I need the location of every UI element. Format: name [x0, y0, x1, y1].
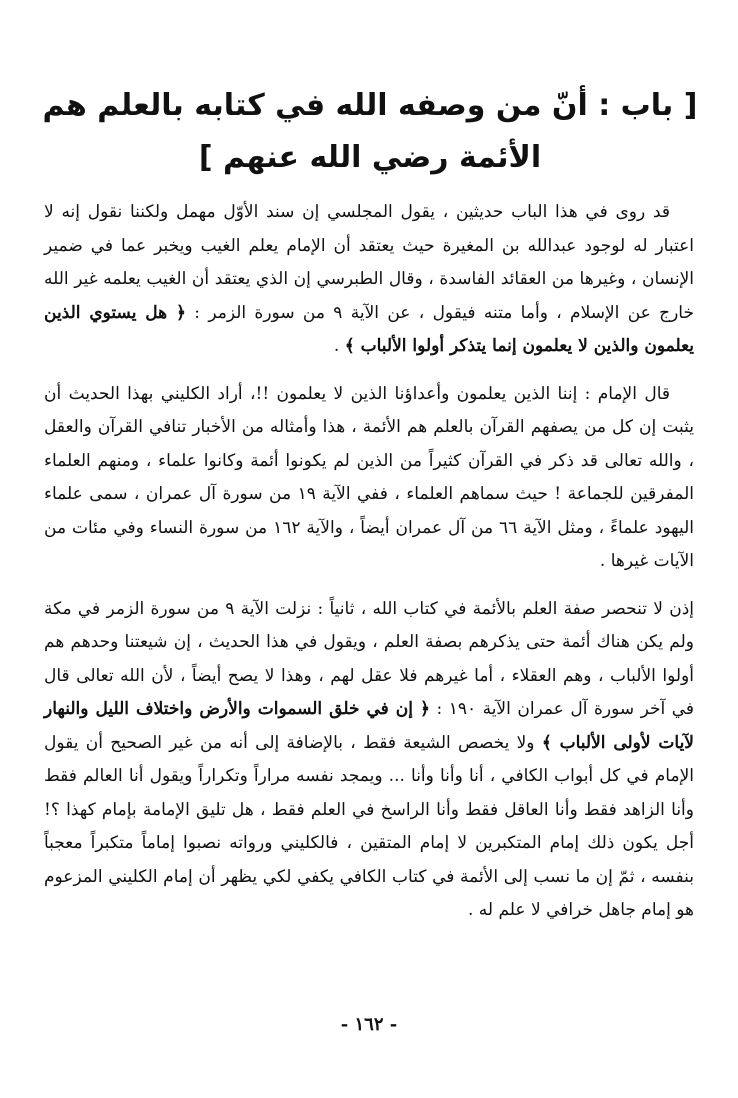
paragraph-3-text-a: إذن لا تنحصر صفة العلم بالأئمة في كتاب الله ، ثانياً : نزلت الآية ٩ من سورة الزمر في مكة ولم يكن هناك أئمة حتى يذكرهم بصفة العلم ، ويقول في هذا الحديث ، إن شيعتنا وحدهم هم أولوا الألباب ، وهم العقلاء ، أما غيرهم فلا عقل لهم ، وهذا لا يصح أيضاً ، لأن الله تعالى قال في آخر سورة آل عمران الآية ١٩٠ :: [44, 598, 694, 719]
body-text: [44, 196, 694, 942]
paragraph-2: [44, 378, 694, 579]
chapter-heading-line-1: [ باب : أنّ من وصفه الله في كتابه بالعلم هم: [42, 88, 698, 123]
paragraph-1-end: .: [333, 336, 345, 356]
quran-open-bracket: ﴿: [175, 302, 186, 323]
quran-close-bracket: ﴾: [344, 336, 355, 356]
chapter-heading-line-2: الأئمة رضي الله عنهم ]: [198, 140, 542, 175]
quran-verse-al-imran-190: إن في خلق السموات والأرض واختلاف الليل والنهار لآيات لأولى الألباب: [44, 699, 694, 753]
paragraph-3: [44, 593, 694, 928]
paragraph-2-text: قال الإمام : إننا الذين يعلمون وأعداؤنا الذين لا يعلمون !!، أراد الكليني بهذا الحديث أن يثبت إن كل من يصفهم القرآن بالعلم هم الأئمة ، هذا وأمثاله من الأخبار تنافي القرآن والعقل ، والله تعالى قد ذكر في القرآن كثيراً من الذين لم يكونوا أئمة وكانوا علماء ، ومنهم العلماء المفرقين للجماعة ! حيث سماهم العلماء ، ففي الآية ١٩ من سورة آل عمران ، سمى علماء اليهود علماءً ، ومثل الآية ٦٦ من آل عمران أيضاً ، والآية ١٦٢ من سورة النساء وفي مئات من الآيات غيرها .: [44, 383, 695, 571]
paragraph-1-text: قد روى في هذا الباب حديثين ، يقول المجلسي إن سند الأوّل مهمل ولكننا نقول إنه لا اعتبار له لوجود عبدالله بن المغيرة حيث يعتقد أن الإمام يعلم الغيب ويخبر عما في ضمير الإنسان ، وغيرها من العقائد الفاسدة ، وقال الطبرسي إن الذي يعتقد أن الغيب يعلمه غير الله خارج عن الإسلام ، وأما متنه فيقول ، عن الآية ٩ من سورة الزمر :: [44, 202, 694, 323]
chapter-heading: [40, 80, 700, 184]
quran-open-bracket: ﴿: [420, 699, 430, 719]
quran-verse-zumar-9: هل يستوي الذين يعلمون والذين لا يعلمون إنما يتذكر أولوا الألباب: [44, 302, 694, 356]
paragraph-1: [44, 196, 694, 364]
page-number: - ١٦٢ -: [340, 1014, 398, 1035]
paragraph-3-text-b: ولا يخصص الشيعة فقط ، بالإضافة إلى أنه من غير الصحيح أن يقول الإمام في كل أبواب الكافي ، أنا وأنا وأنا ... ويمجد نفسه مراراً وتكراراً ويقول أنا العالم فقط وأنا الزاهد فقط وأنا العاقل فقط وأنا الراسخ في العلم فقط ، هل تليق الإمامة بإمام كهذا ؟! أجل يكون ذلك إمام المتكبرين لا إمام المتقين ، فالكليني ورواته نصبوا إماماً متكبراً معجباً بنفسه ، ثمّ إن ما نسب إلى الأئمة في كتاب الكافي يكفي لكي يظهر أن إمام الكليني المزعوم هو إمام جاهل خرافي لا علم له .: [44, 732, 694, 920]
quran-close-bracket: ﴾: [541, 732, 552, 753]
